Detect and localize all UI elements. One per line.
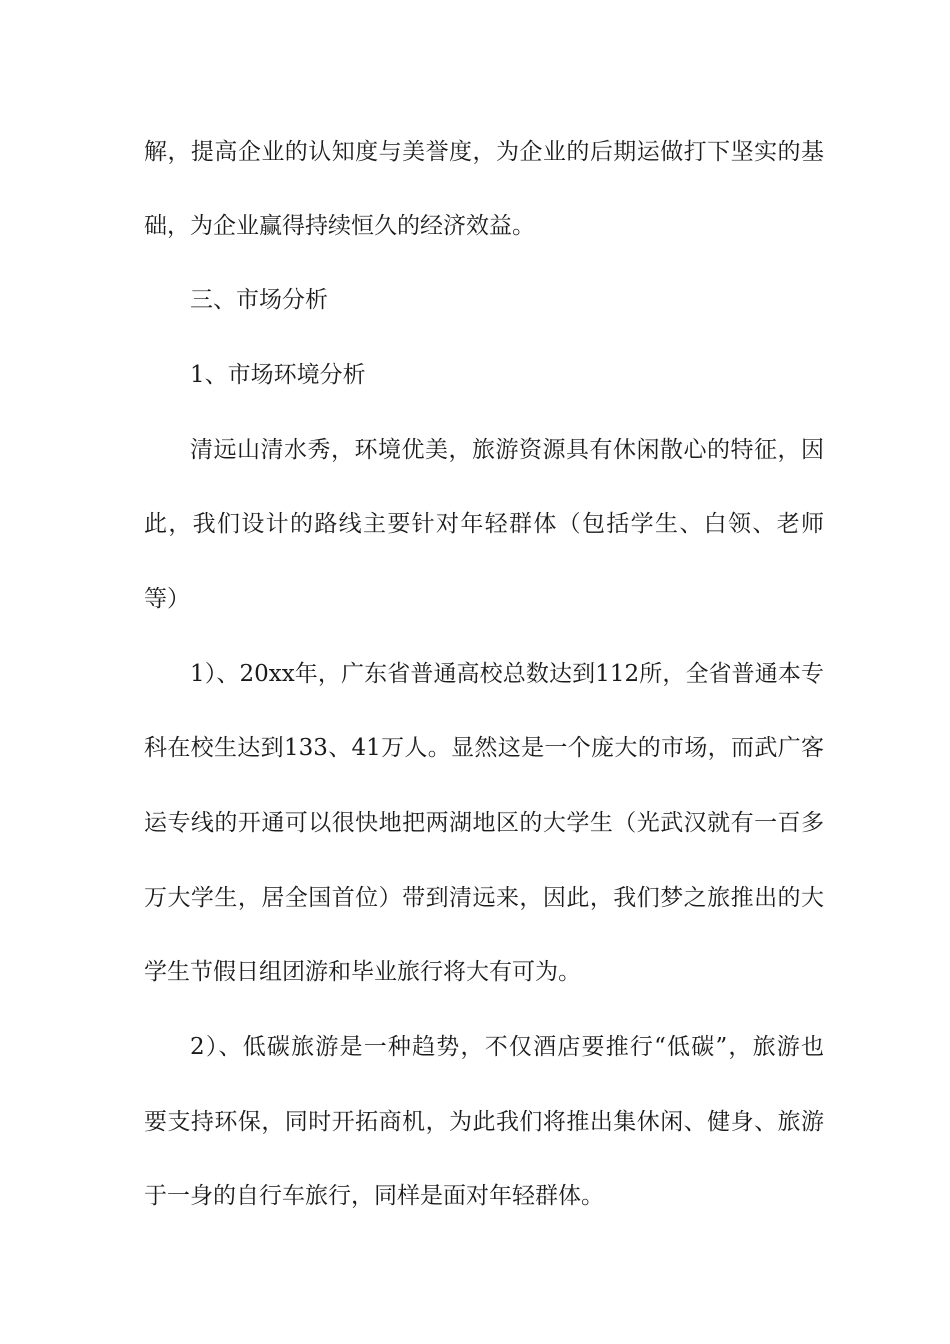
paragraph-line: 解，提高企业的认知度与美誉度，为企业的后期运做打下坚实的基 [144,139,824,165]
paragraph-line: 于一身的自行车旅行，同样是面对年轻群体。 [144,1183,604,1209]
subsection-heading: 1、市场环境分析 [190,362,366,388]
paragraph-line: 万大学生，居全国首位）带到清远来，因此，我们梦之旅推出的大 [144,885,824,911]
paragraph-line: 学生节假日组团游和毕业旅行将大有可为。 [144,959,581,985]
paragraph-line: 此，我们设计的路线主要针对年轻群体（包括学生、白领、老师 [144,511,824,537]
paragraph-line: 1）、20xx年，广东省普通高校总数达到112所，全省普通本专 [190,661,824,687]
paragraph-line: 运专线的开通可以很快地把两湖地区的大学生（光武汉就有一百多 [144,810,824,836]
section-heading: 三、市场分析 [190,287,328,313]
paragraph-line: 科在校生达到133、41万人。显然这是一个庞大的市场，而武广客 [144,735,824,761]
paragraph-line: 要支持环保，同时开拓商机，为此我们将推出集休闲、健身、旅游 [144,1109,824,1135]
paragraph-line: 清远山清水秀，环境优美，旅游资源具有休闲散心的特征，因 [190,437,824,463]
paragraph-line: 2）、低碳旅游是一种趋势，不仅酒店要推行“低碳”，旅游也 [190,1034,824,1060]
paragraph-line: 等） [144,586,190,612]
paragraph-line: 础，为企业赢得持续恒久的经济效益。 [144,213,535,239]
